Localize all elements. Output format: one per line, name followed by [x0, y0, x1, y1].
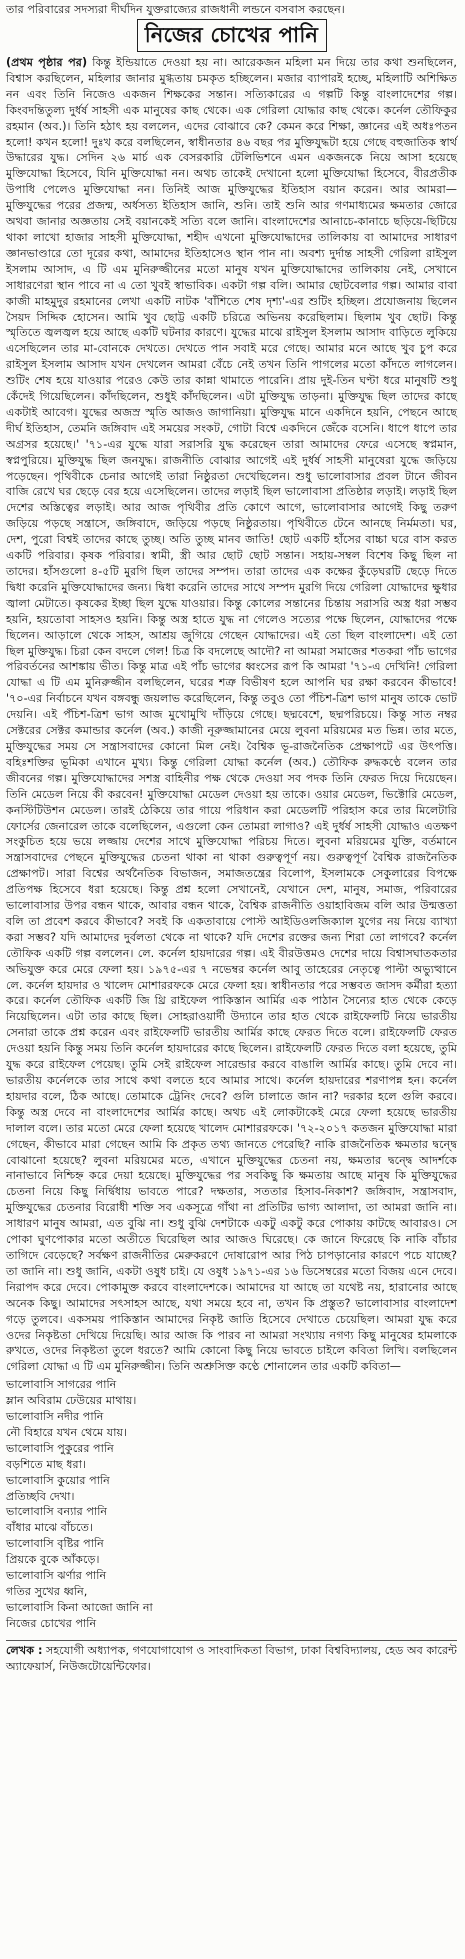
- poem-line: ভালোবাসি কুয়োর পানি: [6, 1473, 110, 1487]
- poem-line: প্রিয়কে বুকে আঁকড়ে।: [6, 1553, 100, 1567]
- poem-line: ভালোবাসি পুকুরের পানি: [6, 1441, 114, 1455]
- poem-line: ভালোবাসি সাগরের পানি: [6, 1378, 117, 1392]
- divider: [6, 1640, 457, 1641]
- continuation-label: (প্রথম পৃষ্ঠার পর): [6, 56, 88, 69]
- author-label: লেখক :: [6, 1643, 43, 1657]
- poem-line: গতির সুখের ধ্বনি,: [6, 1585, 88, 1598]
- poem-line: ম্লান অবিরাম ঢেউয়ের মাথায়।: [6, 1394, 137, 1408]
- lead-line: তার পরিবারের সদস্যরা দীর্ঘদিন যুক্তরাজ্যের রাজধানী লন্ডনে বসবাস করছেন।: [6, 3, 345, 16]
- poem-line: নৌ বিহারে যখন থেমে যায়।: [6, 1425, 128, 1439]
- author-line: [6, 1643, 457, 1675]
- poem-line: বাঁধার মাঝে বাঁচতে।: [6, 1521, 94, 1535]
- poem-line: বড়শিতে মাছ ধরা।: [6, 1457, 86, 1471]
- poem-line: প্রতিচ্ছবি দেখা।: [6, 1489, 75, 1503]
- poem-line: ভালোবাসি ঝর্ণার পানি: [6, 1569, 107, 1583]
- headline: নিজের চোখের পানি: [144, 22, 319, 47]
- poem-line: ভালোবাসি বন্যার পানি: [6, 1505, 108, 1519]
- poem: [6, 1377, 457, 1632]
- headline-box: [137, 19, 327, 52]
- poem-line: ভালোবাসি কিনা আজো জানি না: [6, 1600, 153, 1614]
- article-body: [6, 55, 457, 1375]
- poem-line: ভালোবাসি নদীর পানি: [6, 1410, 104, 1424]
- author-text: সহযোগী অধ্যাপক, গণযোগাযোগ ও সাংবাদিকতা বিভাগ, ঢাকা বিশ্ববিদ্যালয়, হেড অব কারেন্ট অ্যাফেয়ার্স, নিউজটোয়েন্টিফোর।: [6, 1643, 457, 1673]
- article-body-text: কিন্তু ইন্ডিয়াতে দেওয়া হয় না। আরেকজন মহিলা মন দিয়ে তার কথা শুনছিলেন, বিশ্বাস করছিলেন, মহিলার জানার মুগ্ধতায় চমকৃত হচ্ছিলেন। মজার ব্যাপারই হচ্ছে, মহিলাটি অশিক্ষিত নন এবং তিনি নিজেও একজন শিক্ষকের সন্তান। সত্যিকারের এ গল্পটি কিন্তু বাংলাদেশের গল্প। কিংবদন্তিতুল্য দুর্ধর্ষ সাহসী এক মানুষের কাছ থেকে। এক গেরিলা যোদ্ধার কাছ থেকে। কর্নেল তৌফিকুর রহমান (অব.)। তিনি হঠাৎ হয় বললেন, এদের বোঝাবে কে? কেমন করে শিক্ষা, জ্ঞানের এই অধঃপতন হলো! কখন হলো! দুঃখ করে বলছিলেন, স্বাধীনতার ৪৬ বছর পর মুক্তিযুদ্ধটা হয়ে গেছে বহুজাতিক স্বার্থ উদ্ধারের যুদ্ধ। সেদিন ২৬ মার্চ এক বেসরকারি টেলিভিশনে এমন একজনকে নিয়ে আসা হয়েছে মুক্তিযোদ্ধা হিসেবে, যিনি মুক্তিযোদ্ধা নন। অথচ তাকেই দেখানো হলো মুক্তিযোদ্ধা হিসেবে, বীরপ্রতীক উপাধি পেলেও মুক্তিযোদ্ধা নন। তিনিই আজ মুক্তিযুদ্ধের ইতিহাস বয়ান করেন। আর আমরা— মুক্তিযুদ্ধের পরের প্রজন্ম, অর্ধসত্য ইতিহাস জানি, শুনি। তাই শুনি আর গণমাধ্যমের ক্ষমতার জোরে অথবা জানার অজ্ঞতায় সেই বয়ানকেই সত্যি বলে জানি। বাংলাদেশের আনাচে-কানাচে ছড়িয়ে-ছিটিয়ে থাকা লাখো হাজার সাহসী মুক্তিযোদ্ধা, শহীদ এখনো মুক্তিযোদ্ধাদের তালিকায় বা আমাদের সাধারণ জ্ঞানভাণ্ডারে তো দূরের কথা, আমাদের ইতিহাসেও স্থান পান না। অবশ্য দুর্দান্ত সাহসী গেরিলা রাইসুল ইসলাম আসাদ, এ টি এম মুনিরুজ্জীনের মতো মানুষ যখন মুক্তিযোদ্ধাদের তালিকায় নেই, সেখানে সাধারণেরা স্থান পাবে না এ তো খুবই স্বাভাবিক। একটা গল্প বলি। আমার ছোটবেলার গল্প। আমার বাবা কাজী মাহমুদুর রহমানের লেখা একটি নাটক 'বাঁশিতে শেষ দৃশ্য'-এর শুটিং হচ্ছিল। প্রযোজনায় ছিলেন সৈয়দ সিদ্দিক হোসেন। আমি খুব ছোট্ট একটি চরিত্রে অভিনয় করেছিলাম। ছিলাম খুব ছোট। কিন্তু স্মৃতিতে জ্বলজ্বল হয়ে আছে একটি ঘটনার কারণে। যুদ্ধের মাঝে রাইসুল ইসলাম আসাদ বাড়িতে লুকিয়ে এসেছিলেন তার মা-বোনকে দেখতে। দেখতে পান সবাই মরে গেছে। আমার মনে আছে খুব চুপ করে রাইসুল ইসলাম আসাদ যখন দেখলেন আমরা বেঁচে নেই তখন তিনি পাগলের মতো কাঁদতে লাগলেন। শুটিং শেষ হয়ে যাওয়ার পরেও কেউ তার কান্না থামাতে পারেনি। প্রায় দুই-তিন ঘণ্টা ধরে মানুষটি শুধু কেঁদেই গিয়েছিলেন। কাঁদছিলেন, শুধুই কাঁদছিলেন। এটা মুক্তিযুদ্ধ তাড়না। মুক্তিযুদ্ধ ছিল তাদের কাছে একটাই আবেগ। যুদ্ধের অজস্র স্মৃতি আজও জাগানিয়া। মুক্তিযুদ্ধ মানে একদিনে হয়নি, পেছনে আছে দীর্ঘ ইতিহাস, তেমনি জঙ্গিবাদ এই সময়ের সংকট, গোটা বিশ্বে একদিনে জেঁকে বসেনি। ধাপে ধাপে তার অগ্রসর হয়েছে।' '৭১-এর যুদ্ধে যারা সরাসরি যুদ্ধ করেছেন তারা আমাদের ফেরে এসেছে স্বপ্নমান, স্বপ্নপুরিয়ে। মুক্তিযুদ্ধ ছিল জনযুদ্ধ। রাজনীতি বোঝার আগেই এই দুর্ধর্ষ সাহসী মানুষেরা যুদ্ধে জড়িয়ে পড়েছেন। পৃথিবীকে চেনার আগেই তারা নিষ্ঠুরতা দেখেছিলেন। শুধু ভালোবাসার প্রবল টানে জীবন বাজি রেখে ঘর ছেড়ে বের হয়ে এসেছিলেন। তাদের লড়াই ছিল ভালোবাসা প্রতিষ্ঠার লড়াই। লড়াই ছিল দেশের অস্তিত্বের লড়াই। আর আজ পৃথিবীর প্রতি কোণে আগে, ভালোবাসার আগেই কিছু তরুণ জড়িয়ে পড়ছে সন্ত্রাসে, জঙ্গিবাদে, জড়িয়ে পড়ছে নিষ্ঠুরতায়। পৃথিবীতে টেনে আনছে নির্মমতা। ঘর, দেশ, পুরো বিশ্বই তাদের কাছে তুচ্ছ। অতি তুচ্ছ মানব জাতি! ছোট একটি হাঁসের বাচ্চা ঘরে বাস করত একটি পরিবার। কৃষক পরিবার। স্বামী, স্ত্রী আর ছোট ছোট সন্তান। সহায়-সম্বল বিশেষ কিছু ছিল না তাদের। হাঁসগুলো ৪-৫টি মুরগি ছিল তাদের সম্পদ। তারা তাদের এক কক্ষের কুঁড়েঘরটি ছেড়ে দিতে দ্বিধা করেনি মুক্তিযোদ্ধাদের জন্য। দ্বিধা করেনি তাদের সাথে সম্পদ মুরগি দিয়ে গেরিলা যোদ্ধাদের ক্ষুধার জ্বালা মেটাতে। কৃষকের ইচ্ছা ছিল যুদ্ধে যাওয়ার। কিন্তু কোলের সন্তানের চিন্তায় সরাসরি অস্ত্র ধরা সম্ভব হয়নি, হয়তোবা সাহসও হয়নি। কিন্তু অস্ত্র হাতে যুদ্ধ না গেলেও সত্যের পক্ষে ছিলেন, যোদ্ধাদের পক্ষে ছিলেন। আড়ালে থেকে সাহস, আশ্রয় জুগিয়ে গেছেন যোদ্ধাদের। এই তো ছিল বাংলাদেশ। এই তো ছিল মুক্তিযুদ্ধ। চিরা কেন বদলে গেল! চিত্র কি বদলেছে আদৌ? না আমরা সমাজের শতকরা পাঁচ ভাগের পরিবর্তনের আশঙ্কায় ভীত। কিন্তু মাত্র এই পাঁচ ভাগের ধ্বংসের রূপ কি আমরা '৭১-এ দেখিনি! গেরিলা যোদ্ধা এ টি এম মুনিরুজ্জীন বলছিলেন, ঘরের শত্রু বিভীষণ হলে আপনি ঘর রক্ষা করবেন কীভাবে! '৭০-এর নির্বাচনে যখন বঙ্গবন্ধু জয়লাভ করেছিলেন, কিন্তু তবুও তো পঁচিশ-ত্রিশ ভাগ মানুষ তাকে ভোট দেয়নি। এই পঁচিশ-ত্রিশ ভাগ আজ মুখোমুখি দাঁড়িয়ে গেছে। ছদ্মবেশে, ছদ্মপরিচয়ে। কিন্তু সাত নম্বর সেক্টরের সেক্টর কমান্ডার কর্নেল (অব.) কাজী নূরুজ্জামানের মেয়ে লুবনা মরিয়মের মত ভিন্ন। তার মতে, মুক্তিযুদ্ধের সময় সে সন্ত্রাসবাদের কোনো মিল নেই। বৈশ্বিক ভূ-রাজনৈতিক প্রেক্ষাপটে এর উৎপত্তি। বহিঃশক্তির ভূমিকা এখানে মুখ্য। কিন্তু গেরিলা যোদ্ধা কর্নেল (অব.) তৌফিক রুদ্ধকণ্ঠে বলেন তার জীবনের গল্প। মুক্তিযোদ্ধাদের সশস্ত্র বাহিনীর পক্ষ থেকে দেওয়া সব পদক তিনি ফেরত দিয়ে দিয়েছেন। তিনি মেডেল নিয়ে কী করবেন! মুক্তিযোদ্ধা মেডেল দেওয়া হয় তাকে। ওয়ার মেডেল, ভিক্টোরি মেডেল, কনস্টিটিউশন মেডেল। তারই ঠেকিয়ে তার গায়ে পরিধান করা মেডেলটি পরিহাস করে তার মিলেটারি ফোর্সের জেনারেল তাকে বলেছিলেন, এগুলো কেন তোমরা লাগাও? এই দুর্ধর্ষ সাহসী যোদ্ধাও এতক্ষণ সংকুচিত হয়ে ভয়ে লজ্জায় দেশের সাথে মুক্তিযোদ্ধা পরিচয় দিতে। লুবনা মরিয়মের যুক্তি, বর্তমানে সন্ত্রাসবাদের পেছনে মুক্তিযুদ্ধের চেতনা থাকা না থাকা গুরুত্বপূর্ণ নয়। গুরুত্বপূর্ণ বৈশ্বিক রাজনৈতিক প্রেক্ষাপট। সারা বিশ্বের অর্থনৈতিক বিভাজন, সমাজতন্ত্রের বিলোপ, ইসলামকে সেকুলারের বিপক্ষে প্রতিপক্ষ হিসেবে ধরা হয়েছে। কিন্তু প্রশ্ন হলো সেখানেই, যেখানে দেশ, মানুষ, সমাজ, পরিবারের ভালোবাসার উপর বন্ধন থাকে, আবার বন্ধন থাকে, বৈশ্বিক রাজনীতি ওয়াহাবিজম বলি আর উন্মত্ততা বলি তা প্রবেশ করবে কীভাবে? সবই কি একতাবায়ে পোস্ট আইডিওলজিক্যাল যুগের নয় নিয়ে ব্যাখ্যা করা সম্ভব? যদি আমাদের দুর্বলতা থেকে না থাকে? যদি দেশের রক্তের জন্য শিরা তো লাগবে? কর্নেল তৌফিক একটি গল্প বললেন। লে. কর্নেল হায়দারের গল্প। এই বীরউত্তমও দেশের দায়ে বিশ্বাসঘাতকতার অভিযুক্ত করে মেরে ফেলা হয়। ১৯৭৫-এর ৭ নভেম্বর কর্নেল আবু তাহেরের নেতৃত্বে পাল্টা অভ্যুত্থানে লে. কর্নেল হায়দার ও খালেদ মোশাররফকে মেরে ফেলা হয়। স্বাধীনতার পরে সম্ভবত জাসদ কর্মীরা হত্যা করে। কর্নেল তৌফিক একটি জি থ্রি রাইফেল পাকিস্তান আর্মির এক পাঠান সৈন্যের হাত থেকে কেড়ে নিয়েছিলেন। এটা তার কাছে ছিল। সোহরাওয়ার্দী উদ্যানে তার হাত থেকে রাইফেলটি নিয়ে ভারতীয় সেনারা তাকে প্রশ্ন করেন এবং রাইফেলটি ভারতীয় আর্মির কাছে ফেরত দিতে বলে। রাইফেলটি ফেরত দেওয়া হয়নি কিন্তু সময় তিনি কর্নেল হায়দারের কাছে ছিলেন। রাইফেলটি ফেরত দিতে বলা হয়েছে, তুমি যুদ্ধ করে রাইফেল পেয়েছ। তুমি সেই রাইফেল সারেন্ডার করবে বাঙালি আর্মির কাছে। তুমি দেবে না। ভারতীয় কর্নেলকে তার সাথে কথা বলতে হবে আমার সাথে। কর্নেল হায়দারের শরণাপন্ন হন। কর্নেল হায়দার বলে, ঠিক আছে। তোমাকে ট্রেনিং দেবে? গুলি চালাতে জান না? দরকার হলে গুলি করবে। কিন্তু অস্ত্র দেবে না বাংলাদেশের আর্মির কাছে। অথচ এই লোকটাকেই মেরে ফেলা হয়েছে ভারতীয় দালাল বলে। তার মতো মেরে ফেলা হয়েছে খালেদ মোশাররফকে। '৭২-২০১৭ কতজন মুক্তিযোদ্ধা মারা গেছেন, কীভাবে মারা গেছেন আমি কি প্রকৃত তথ্য জানতে পেরেছি? নাকি রাজনৈতিক ক্ষমতার দ্বন্দ্বে বোঝানো হয়েছে? লুবনা মরিয়মের মতে, এখানে মুক্তিযুদ্ধের চেতনা নয়, ক্ষমতার দ্বন্দ্বে আদর্শকে নানাভাবে নিশ্চিহ্ন করে দেয়া হয়েছে। মুক্তিযুদ্ধের পর সবকিছু কি ক্ষমতায় আছে মানুষ কি মুক্তিযুদ্ধের চেতনা নিয়ে কিছু নির্দ্বিধায় ভাবতে পারে? দক্ষতার, সততার হিসাব-নিকাশ? জঙ্গিবাদ, সন্ত্রাসবাদ, মুক্তিযুদ্ধের চেতনার বিরোধী শক্তি সব একসূত্রে গাঁথা না প্রতিটির ভাগ্য আলাদা, তা আমরা জানি না। সাধারণ মানুষ আমরা, এত বুঝি না। শুধু বুঝি দেশটাকে একটু একটু করে পোকায় কাটছে আবারও। সে পোকা ঘুণপোকার মতো অতীতে ঘিরেছিল আর আজও ঘিরেছে। কে জানে ফিরেছে কি নাকি বাঁচার তাগিদে বেড়েছে? সর্বক্ষণ রাজনীতির মেরুকরণে দোষারোপ আর পিঠ চাপড়ানোর কারণে পচে যাচ্ছে? তা জানি না। শুধু জানি, একটা ওষুধ চাই। যে ওষুধ ১৯৭১-এর ১৬ ডিসেম্বরের মতো বিজয় এনে দেবে। নিরাপদ করে দেবে। পোকামুক্ত করবে বাংলাদেশকে। আমাদের যা আছে তা যথেষ্ট নয়, হারানোর আছে অনেক কিছু। আমাদের সৎসাহস আছে, যথা সময়ে হবে না, তখন কি প্রস্তুত? ভালোবাসার বাংলাদেশ গড়ে তুলবে। একসময় পাকিস্তান আমাদের নিকৃষ্ট জাতি হিসেবে দেখাতে চেয়েছিল। আমরা যুদ্ধ করে ওদের নিকৃষ্টতা দেখিয়ে দিয়েছি। আর আজ কি পারব না আমরা সংখ্যায় নগণ্য কিছু মানুষের হামলাকে রুখতে, ওদের নিকৃষ্টতা তুলে ধরতে? আমি কোনো কিছু নিয়ে ভাবতে চাইলে কবিতা লিখি। বলছিলেন গেরিলা যোদ্ধা এ টি এম মুনিরুজ্জীন। তিনি অশ্রুসিক্ত কণ্ঠে শোনালেন তার একটি কবিতা—: [6, 56, 457, 1374]
- poem-line: নিজের চোখের পানি: [6, 1616, 97, 1630]
- poem-line: ভালোবাসি বৃষ্টির পানি: [6, 1537, 104, 1551]
